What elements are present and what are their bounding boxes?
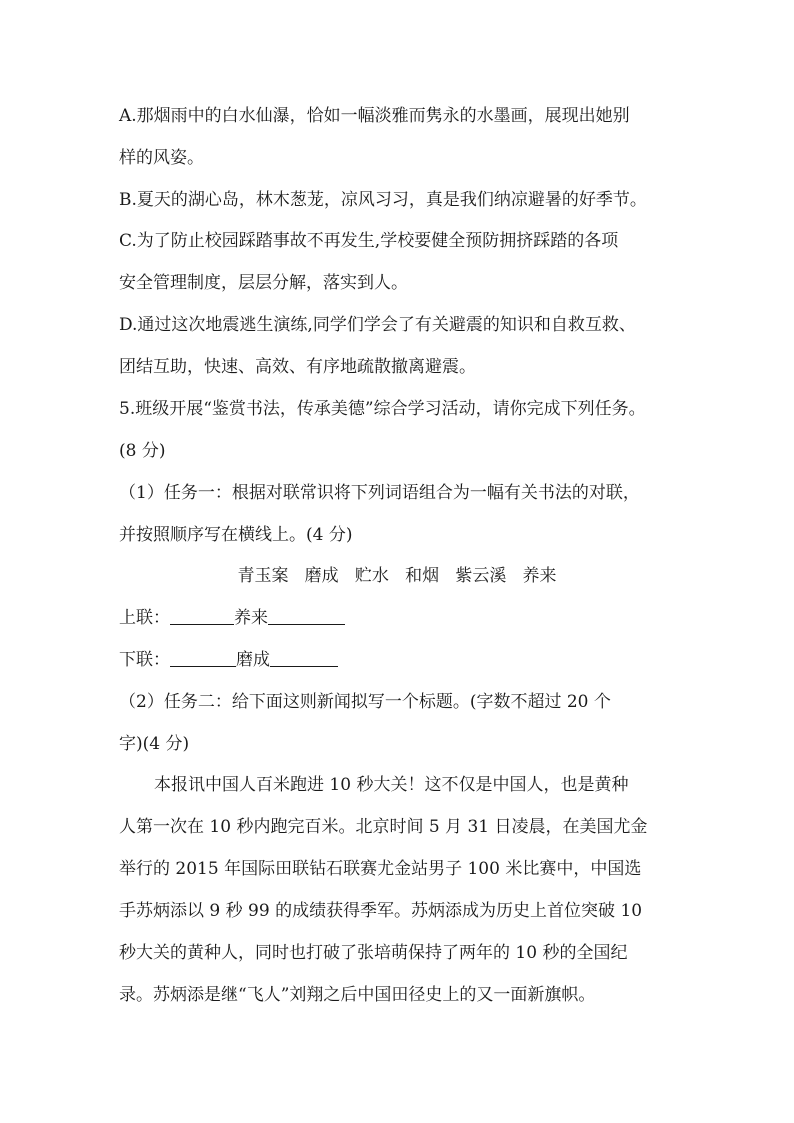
upper-couplet-label: 上联： bbox=[119, 608, 170, 628]
lower-couplet-row bbox=[119, 648, 338, 672]
news-line-2: 人第一次在 10 秒内跑完百米。北京时间 5 月 31 日凌晨，在美国尤金 bbox=[119, 817, 648, 837]
upper-couplet-blank-1[interactable] bbox=[170, 606, 234, 625]
upper-couplet-row bbox=[119, 606, 345, 630]
news-line-6: 录。苏炳添是继“飞人”刘翔之后中国田径史上的又一面新旗帜。 bbox=[119, 985, 596, 1005]
lower-couplet-label: 下联： bbox=[119, 650, 170, 670]
upper-couplet-given-word: 养来 bbox=[234, 608, 268, 628]
option-c-line-1: C.为了防止校园踩踏事故不再发生,学校要健全预防拥挤踩踏的各项 bbox=[119, 231, 619, 251]
option-c-line-2: 安全管理制度，层层分解，落实到人。 bbox=[119, 273, 408, 293]
option-a-line-2: 样的风姿。 bbox=[119, 148, 204, 168]
task-1-line-1: （1）任务一：根据对联常识将下列词语组合为一幅有关书法的对联， bbox=[119, 483, 640, 503]
news-line-1: 本报讯中国人百米跑进 10 秒大关！这不仅是中国人，也是黄种 bbox=[154, 775, 629, 795]
news-line-4: 手苏炳添以 9 秒 99 的成绩获得季军。苏炳添成为历史上首位突破 10 bbox=[119, 901, 643, 921]
word-bank: 青玉案 磨成 贮水 和烟 紫云溪 养来 bbox=[237, 566, 557, 586]
lower-couplet-given-word: 磨成 bbox=[236, 650, 270, 670]
task-1-line-2: 并按照顺序写在横线上。(4 分) bbox=[119, 525, 353, 545]
task-2-line-1: （2）任务二：给下面这则新闻拟写一个标题。(字数不超过 20 个 bbox=[119, 692, 611, 712]
task-2-line-2: 字)(4 分) bbox=[119, 734, 190, 754]
option-b-line-1: B.夏天的湖心岛，林木葱茏，凉风习习，真是我们纳凉避暑的好季节。 bbox=[119, 190, 647, 210]
option-a-line-1: A.那烟雨中的白水仙瀑，恰如一幅淡雅而隽永的水墨画，展现出她别 bbox=[119, 106, 630, 126]
news-line-5: 秒大关的黄种人，同时也打破了张培萌保持了两年的 10 秒的全国纪 bbox=[119, 943, 628, 963]
lower-couplet-blank-2[interactable] bbox=[270, 648, 338, 667]
question-5-stem-line-1: 5.班级开展“鉴赏书法，传承美德”综合学习活动，请你完成下列任务。 bbox=[119, 399, 646, 419]
lower-couplet-blank-1[interactable] bbox=[170, 648, 236, 667]
question-5-stem-line-2: (8 分) bbox=[119, 441, 166, 461]
option-d-line-2: 团结互助，快速、高效、有序地疏散撤离避震。 bbox=[119, 357, 476, 377]
upper-couplet-blank-2[interactable] bbox=[268, 606, 345, 625]
option-d-line-1: D.通过这次地震逃生演练,同学们学会了有关避震的知识和自救互救、 bbox=[119, 315, 636, 335]
news-line-3: 举行的 2015 年国际田联钻石联赛尤金站男子 100 米比赛中，中国选 bbox=[119, 859, 642, 879]
